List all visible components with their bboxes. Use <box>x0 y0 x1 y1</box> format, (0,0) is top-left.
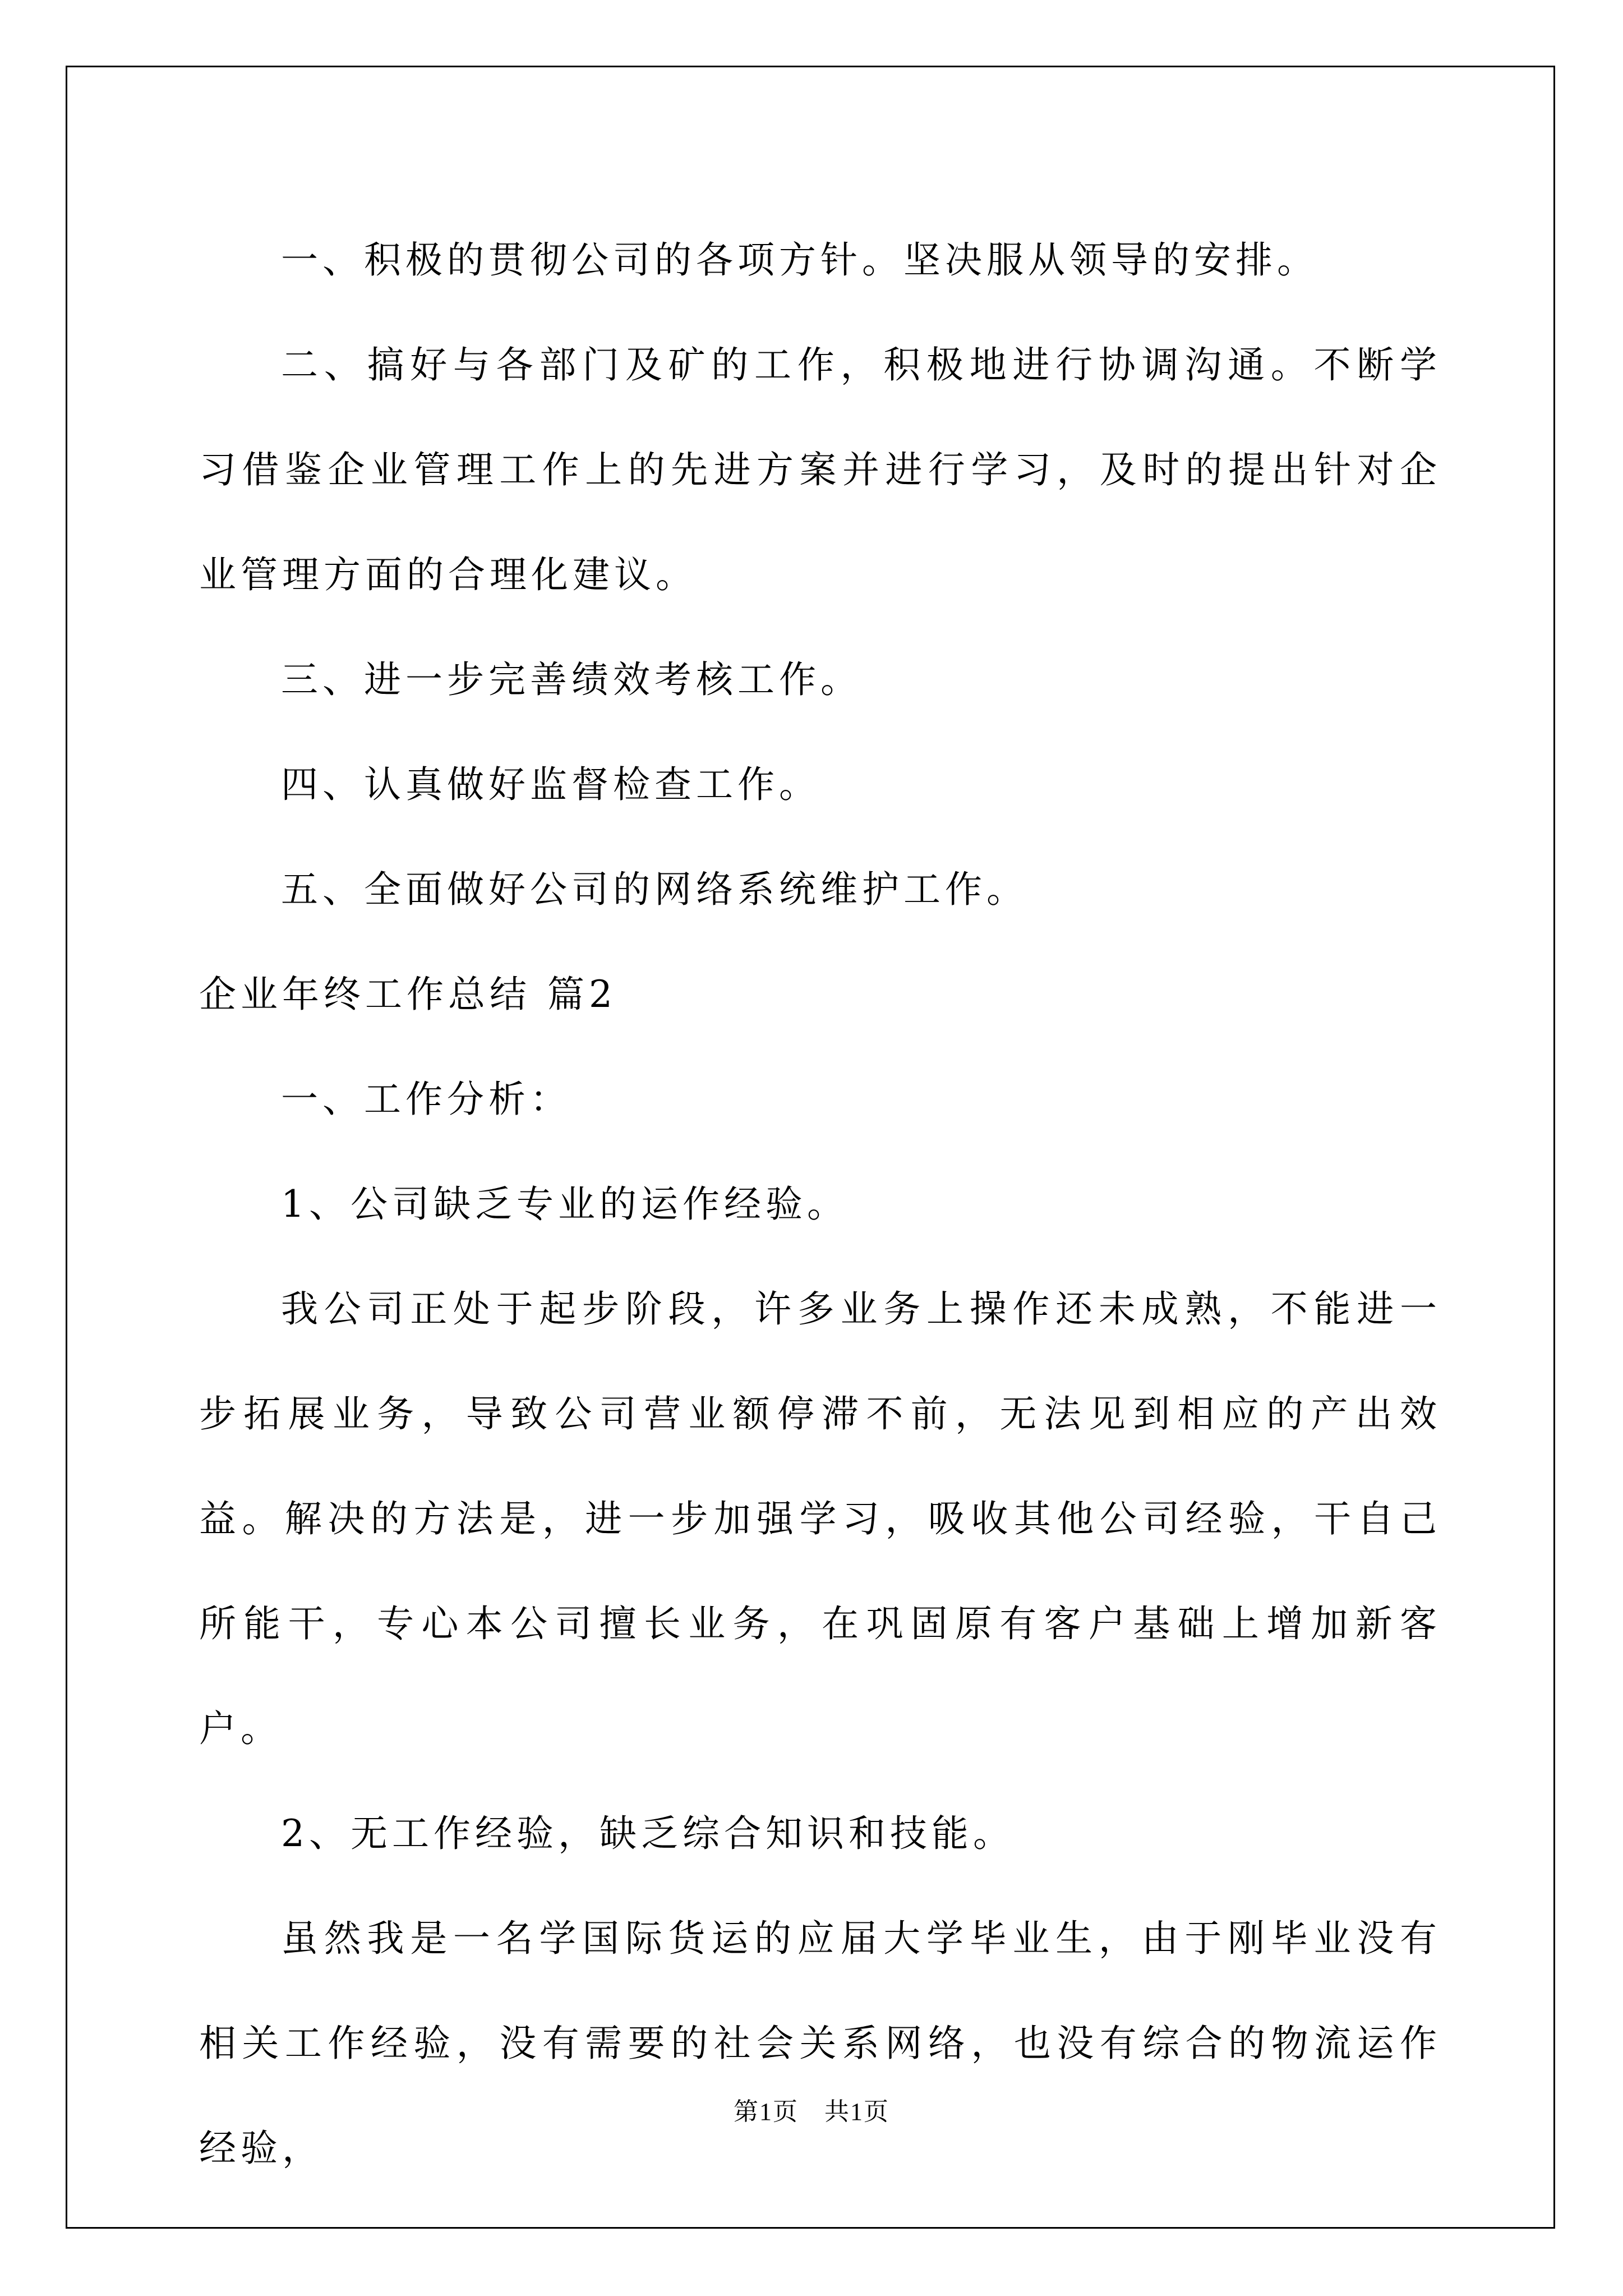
paragraph: 四、认真做好监督检查工作。 <box>281 763 820 806</box>
paragraph: 1、公司缺乏专业的运作经验。 <box>281 1182 849 1226</box>
paragraph: 虽然我是一名学国际货运的应届大学毕业生，由于刚毕业没有相关工作经验，没有需要的社会关系网络，也没有综合的物流运作经验， <box>199 1917 1441 2170</box>
paragraph: 一、积极的贯彻公司的各项方针。坚决服从领导的安排。 <box>281 238 1318 282</box>
page-number: 第1页 共1页 <box>734 2098 889 2125</box>
section-heading: 企业年终工作总结 篇2 <box>199 973 617 1016</box>
paragraph: 二、搞好与各部门及矿的工作，积极地进行协调沟通。不断学习借鉴企业管理工作上的先进方案并进行学习，及时的提出针对企业管理方面的合理化建议。 <box>199 343 1441 596</box>
paragraph: 一、工作分析： <box>281 1078 571 1121</box>
paragraph: 五、全面做好公司的网络系统维护工作。 <box>281 868 1028 911</box>
paragraph: 三、进一步完善绩效考核工作。 <box>281 658 862 701</box>
paragraph: 我公司正处于起步阶段，许多业务上操作还未成熟，不能进一步拓展业务，导致公司营业额停滞不前，无法见到相应的产出效益。解决的方法是，进一步加强学习，吸收其他公司经验，干自己所能干，专心本公司擅长业务，在巩固原有客户基础上增加新客户。 <box>199 1287 1441 1750</box>
paragraph: 2、无工作经验，缺乏综合知识和技能。 <box>281 1812 1015 1855</box>
document-body <box>199 208 1441 2201</box>
